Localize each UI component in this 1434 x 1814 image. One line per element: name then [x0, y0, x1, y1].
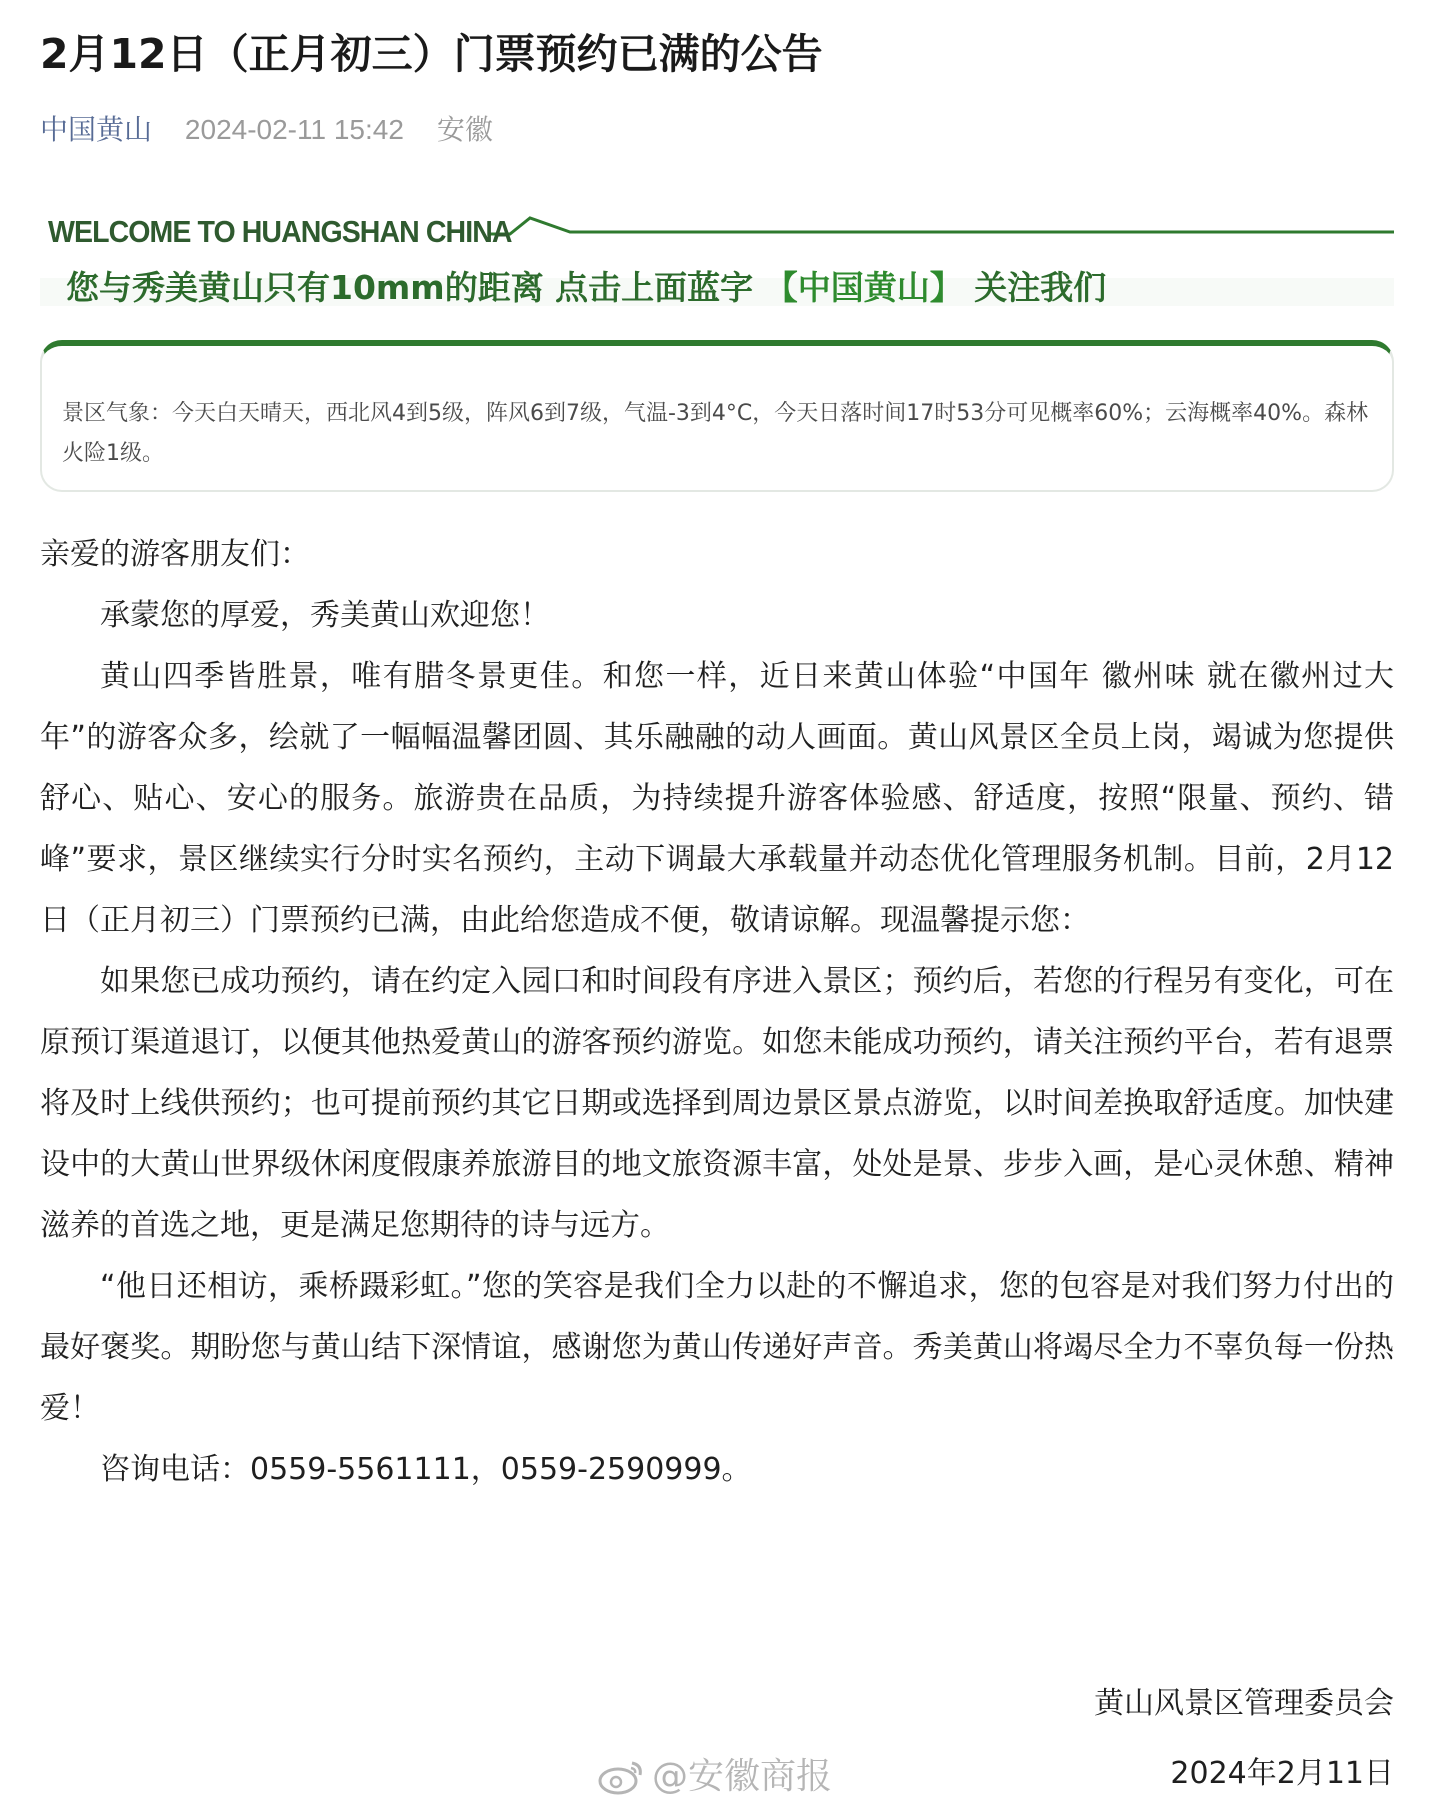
welcome-banner	[40, 208, 1394, 306]
weather-card	[40, 340, 1394, 492]
banner-slogan-suffix: 关注我们	[974, 268, 1107, 307]
signature-date: 2024年2月11日	[1170, 1756, 1394, 1791]
article-body	[40, 524, 1394, 1500]
greeting: 亲爱的游客朋友们：	[40, 537, 310, 572]
article-title: 2月12日（正月初三）门票预约已满的公告	[40, 30, 823, 78]
signature-org: 黄山风景区管理委员会	[1094, 1686, 1394, 1721]
weather-text: 景区气象：今天白天晴天，西北风4到5级，阵风6到7级，气温-3到4°C，今天日落时间17时53分可见概率60%；云海概率40%。森林火险1级。	[62, 401, 1369, 466]
weibo-icon	[596, 1757, 646, 1797]
paragraph: 黄山四季皆胜景，唯有腊冬景更佳。和您一样，近日来黄山体验“中国年 徽州味 就在徽州过大年”的游客众多，绘就了一幅幅温馨团圆、其乐融融的动人画面。黄山风景区全员上岗，竭诚为您提供舒心、贴心、安心的服务。旅游贵在品质，为持续提升游客体验感、舒适度，按照“限量、预约、错峰”要求，景区继续实行分时实名预约，主动下调最大承载量并动态优化管理服务机制。目前，2月12日（正月初三）门票预约已满，由此给您造成不便，敬请谅解。现温馨提示您：	[40, 659, 1394, 938]
banner-slogan-highlight[interactable]: 【中国黄山】	[764, 268, 963, 307]
contact-phone: 咨询电话：0559-5561111，0559-2590999。	[100, 1452, 752, 1487]
banner-slogan-prefix: 您与秀美黄山只有10mm的距离 点击上面蓝字	[66, 268, 754, 307]
paragraph: 承蒙您的厚爱，秀美黄山欢迎您！	[100, 598, 550, 633]
paragraph: 如果您已成功预约，请在约定入园口和时间段有序进入景区；预约后，若您的行程另有变化，可在原预订渠道退订，以便其他热爱黄山的游客预约游览。如您未能成功预约，请关注预约平台，若有退票将及时上线供预约；也可提前预约其它日期或选择到周边景区景点游览，以时间差换取舒适度。加快建设中的大黄山世界级休闲度假康养旅游目的地文旅资源丰富，处处是景、步步入画，是心灵休憩、精神滋养的首选之地，更是满足您期待的诗与远方。	[40, 964, 1394, 1243]
publish-datetime: 2024-02-11 15:42	[184, 114, 404, 145]
watermark-text: @安徽商报	[652, 1756, 833, 1797]
banner-slogan	[66, 262, 1106, 309]
weibo-watermark	[596, 1752, 832, 1802]
account-name-link[interactable]: 中国黄山	[40, 113, 153, 146]
publish-region: 安徽	[436, 113, 493, 146]
paragraph: “他日还相访，乘桥蹑彩虹。”您的笑容是我们全力以赴的不懈追求，您的包容是对我们努力付出的最好褒奖。期盼您与黄山结下深情谊，感谢您为黄山传递好声音。秀美黄山将竭尽全力不辜负每一份热爱！	[40, 1269, 1394, 1426]
article-page	[40, 0, 1394, 1814]
article-meta	[40, 110, 493, 150]
banner-welcome-text: WELCOME TO HUANGSHAN CHINA	[48, 214, 512, 249]
